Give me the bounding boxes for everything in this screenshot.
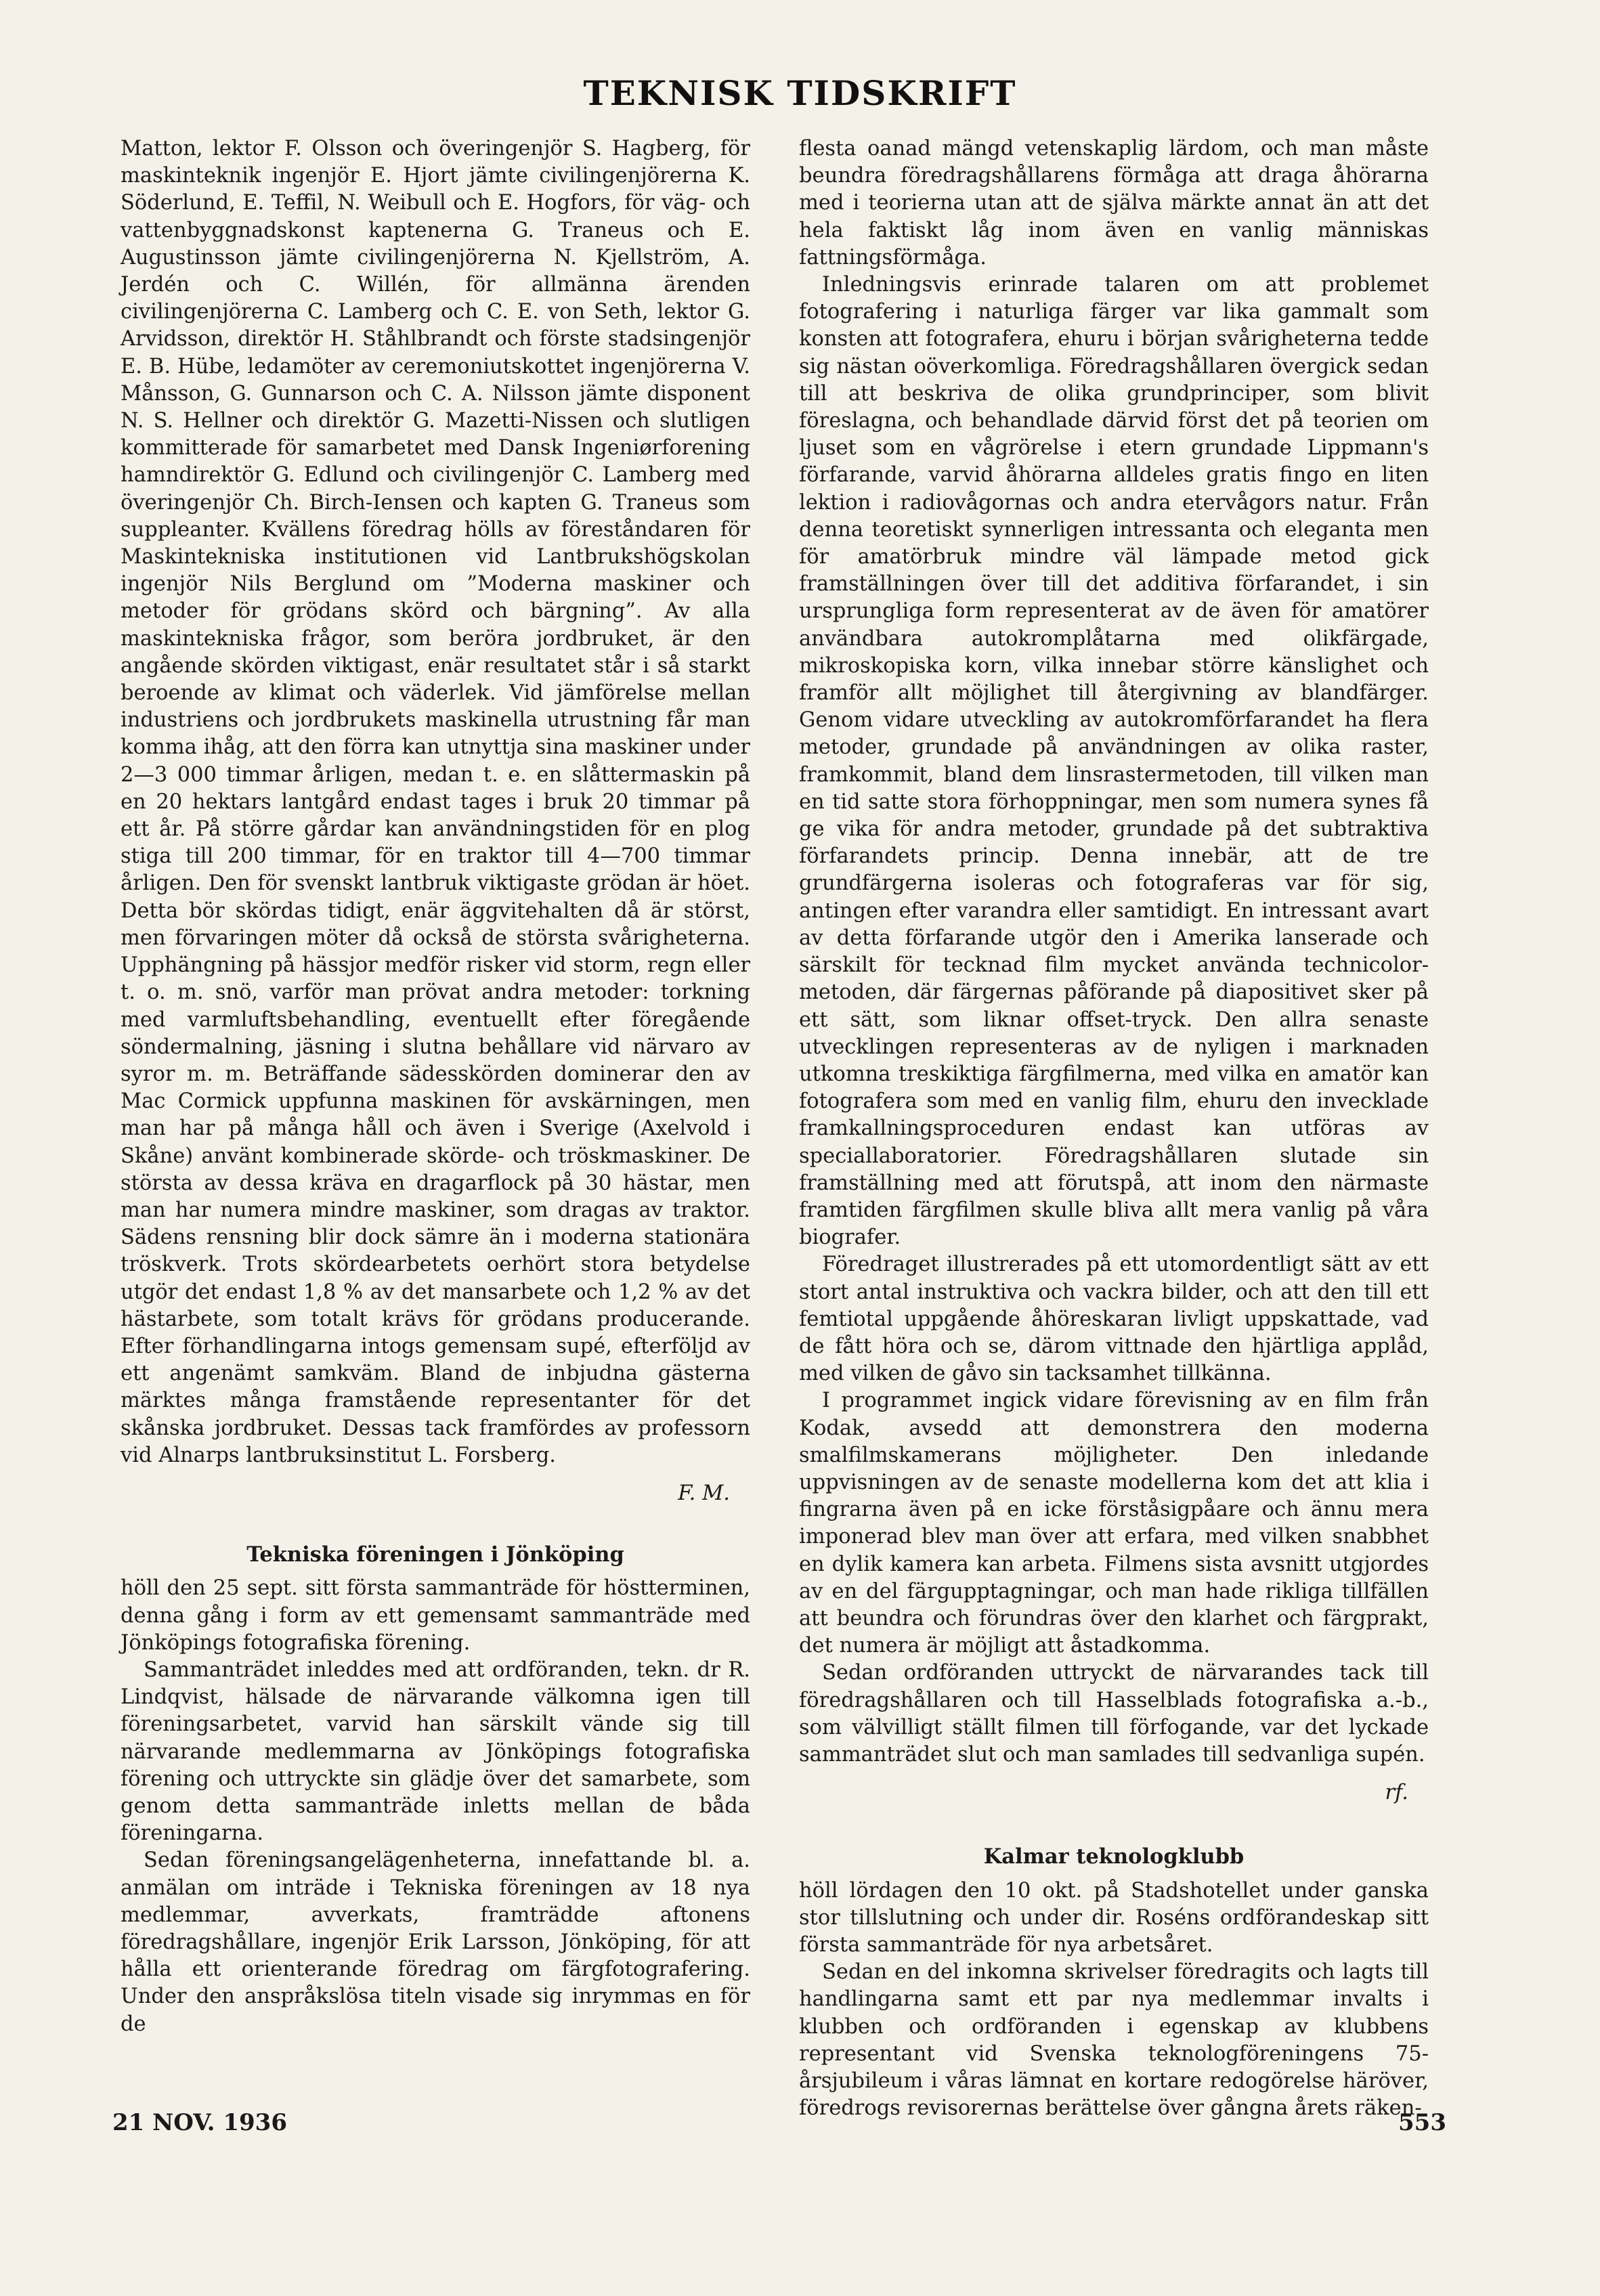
paragraph: Sammanträdet inleddes med att ordföranden, tekn. dr R. Lindqvist, hälsade de närvarande välkomna igen till föreningsarbetet, varvid han särskilt vände sig till närvarande medlemmarna av Jönköpings fotografiska förening och uttryckte sin glädje över det samarbete, som genom detta sammanträde inletts mellan de båda föreningarna.	[121, 1658, 750, 1846]
issue-date: 21 NOV. 1936	[112, 2109, 287, 2136]
page-number: 553	[1398, 2109, 1446, 2136]
paragraph: Sedan ordföranden uttryckt de närvarandes tack till föredragshållaren och till Hasselblads fotografiska a.-b., som välvilligt ställt filmen till förfogande, var det lyckade sammanträdet slut och man samlades till sedvanliga supén.	[799, 1661, 1429, 1767]
paragraph: höll den 25 sept. sitt första sammanträde för höstterminen, denna gång i form av ett gemensamt sammanträde med Jönköpings fotografiska förening.	[121, 1576, 750, 1655]
paragraph: Sedan föreningsangelägenheterna, innefattande bl. a. anmälan om inträde i Tekniska föreningen av 18 nya medlemmar, avverkats, framträdde aftonens föredragshållare, ingenjör Erik Larsson, Jönköping, för att hålla ett orienterande föredrag om färgfotografering. Under den anspråkslösa titeln visade sig inrymmas en för de	[121, 1848, 750, 2036]
paragraph: flesta oanad mängd vetenskaplig lärdom, och man måste beundra föredragshållarens förmåga att draga åhörarna med i teorierna utan att de själva märkte annat än att det hela faktiskt låg inom även en vanlig människas fattningsförmåga.	[799, 137, 1429, 269]
signature: F. M.	[678, 1481, 730, 1505]
section-heading: Tekniska föreningen i Jönköping	[246, 1542, 624, 1567]
paragraph: I programmet ingick vidare förevisning av en film från Kodak, avsedd att demonstrera den moderna smalfilmskamerans möjligheter. Den inledande uppvisningen av de senaste modellerna kom det att klia i fingrarna även på en icke förståsigpåare och ännu mera imponerad blev man över att erfara, med vilken snabbhet en dylik kamera kan arbeta. Filmens sista avsnitt utgjordes av en del färgupptagningar, och man hade rikliga tillfällen att beundra och förundras över den klarhet och färgprakt, det numera är möjligt att åstadkomma.	[799, 1389, 1429, 1658]
left-column	[121, 135, 750, 2038]
signature: rf.	[1385, 1781, 1408, 1805]
paragraph: Inledningsvis erinrade talaren om att problemet fotografering i naturliga färger var lika gammalt som konsten att fotografera, ehuru i början svårigheterna tedde sig nästan oöverkomliga. Föredragshållaren övergick sedan till att beskriva de olika grundprinciper, som blivit föreslagna, och behandlade därvid först det på teorien om ljuset som en vågrörelse i etern grundade Lippmann's förfarande, varvid åhörarna alldeles gratis fingo en liten lektion i radiovågornas och andra etervågors natur. Från denna teoretiskt synnerligen intressanta och eleganta men för amatörbruk mindre väl lämpade metod gick framställningen över till det additiva förfarandet, i sin ursprungliga form representerat av de även för amatörer användbara autokromplåtarna med olikfärgade, mikroskopiska korn, vilka innebar större känslighet och framför allt möjlighet till återgivning av blandfärger. Genom vidare utveckling av autokromförfarandet ha flera metoder, grundade på användningen av olika raster, framkommit, bland dem linsrastermetoden, till vilken man en tid satte stora förhoppningar, men som numera synes få ge vika för andra metoder, grundade på det subtraktiva förfarandets princip. Denna innebär, att de tre grundfärgerna isoleras och fotograferas var för sig, antingen efter varandra eller samtidigt. En intressant avart av detta förfarande utgör den i Amerika lanserade och särskilt för tecknad film mycket använda technicolor-metoden, där färgernas påförande på diapositivet sker på ett sätt, som liknar offset-tryck. Den allra senaste utvecklingen representeras av de nyligen i marknaden utkomna treskiktiga färgfilmerna, med vilka en amatör kan fotografera som med en vanlig film, ehuru den invecklade framkallningsproceduren endast kan utföras av speciallaboratorier. Föredragshållaren slutade sin framställning med att förutspå, att inom den närmaste framtiden färgfilmen skulle bliva allt mera vanlig på våra biografer.	[799, 273, 1429, 1250]
paragraph: Sedan en del inkomna skrivelser föredragits och lagts till handlingarna samt ett par nya medlemmar invalts i klubben och ordföranden i egenskap av klubbens representant vid Svenska teknologföreningens 75-årsjubileum i våras lämnat en kortare redogörelse häröver, föredrogs revisorernas berättelse över gångna årets räken-	[799, 1960, 1429, 2121]
masthead-title: TEKNISK TIDSKRIFT	[583, 73, 1017, 113]
right-column	[799, 135, 1429, 2122]
paragraph: Föredraget illustrerades på ett utomordentligt sätt av ett stort antal instruktiva och vackra bilder, och att den till ett femtiotal uppgående åhöreskaran livligt uppskattade, vad de fått höra och se, därom vittnade den hjärtliga applåd, med vilken de gåvo sin tacksamhet tillkänna.	[799, 1253, 1429, 1386]
section-heading: Kalmar teknologklubb	[983, 1844, 1245, 1869]
paragraph: Matton, lektor F. Olsson och överingenjör S. Hagberg, för maskinteknik ingenjör E. Hjort jämte civilingenjörerna K. Söderlund, E. Teffil, N. Weibull och E. Hogfors, för väg- och vattenbyggnadskonst kaptenerna G. Traneus och E. Augustinsson jämte civilingenjörerna N. Kjellström, A. Jerdén och C. Willén, för allmänna ärenden civilingenjörerna C. Lamberg och C. E. von Seth, lektor G. Arvidsson, direktör H. Ståhlbrandt och förste stadsingenjör E. B. Hübe, ledamöter av ceremoniutskottet ingenjörerna V. Månsson, G. Gunnarson och C. A. Nilsson jämte disponent N. S. Hellner och direktör G. Mazetti-Nissen och slutligen kommitterade för samarbetet med Dansk Ingeniørforening hamndirektör G. Edlund och civilingenjör C. Lamberg med överingenjör Ch. Birch-Iensen och kapten G. Traneus som suppleanter. Kvällens föredrag hölls av föreståndaren för Maskintekniska institutionen vid Lantbrukshögskolan ingenjör Nils Berglund om ”Moderna maskiner och metoder för grödans skörd och bärgning”. Av alla maskintekniska frågor, som beröra jordbruket, är den angående skörden viktigast, enär resultatet står i så starkt beroende av klimat och väderlek. Vid jämförelse mellan industriens och jordbrukets maskinella utrustning får man komma ihåg, att den förra kan utnyttja sina maskiner under 2—3 000 timmar årligen, medan t. e. en slåttermaskin på en 20 hektars lantgård endast tages i bruk 20 timmar på ett år. På större gårdar kan användningstiden för en plog stiga till 200 timmar, för en traktor till 4—700 timmar årligen. Den för svenskt lantbruk viktigaste grödan är höet. Detta bör skördas tidigt, enär äggvitehalten då är störst, men förvaringen möter då också de största svårigheterna. Upphängning på hässjor medför risker vid storm, regn eller t. o. m. snö, varför man prövat andra metoder: torkning med varmluftsbehandling, eventuellt efter föregående söndermalning, jäsning i slutna behållare vid närvaro av syror m. m. Beträffande sädesskörden dominerar den av Mac Cormick uppfunna maskinen för avskärningen, men man har på många håll och även i Sverige (Axelvold i Skåne) använt kombinerade skörde- och tröskmaskiner. De största av dessa kräva en dragarflock på 30 hästar, men man har numera mindre maskiner, som dragas av traktor. Sädens rensning blir dock sämre än i moderna stationära tröskverk. Trots skördearbetets oerhört stora betydelse utgör det endast 1,8 % av det mansarbete och 1,2 % av det hästarbete, som totalt krävs för grödans producerande. Efter förhandlingarna intogs gemensam supé, efterföljd av ett angenämt samkväm. Bland de inbjudna gästerna märktes många framstående representanter för det skånska jordbruket. Dessas tack framfördes av professorn vid Alnarps lantbruksinstitut L. Forsberg.	[121, 137, 750, 1467]
paragraph: höll lördagen den 10 okt. på Stadshotellet under ganska stor tillslutning och under dir. Roséns ordförandeskap sitt första sammanträde för nya arbetsåret.	[799, 1878, 1429, 1957]
